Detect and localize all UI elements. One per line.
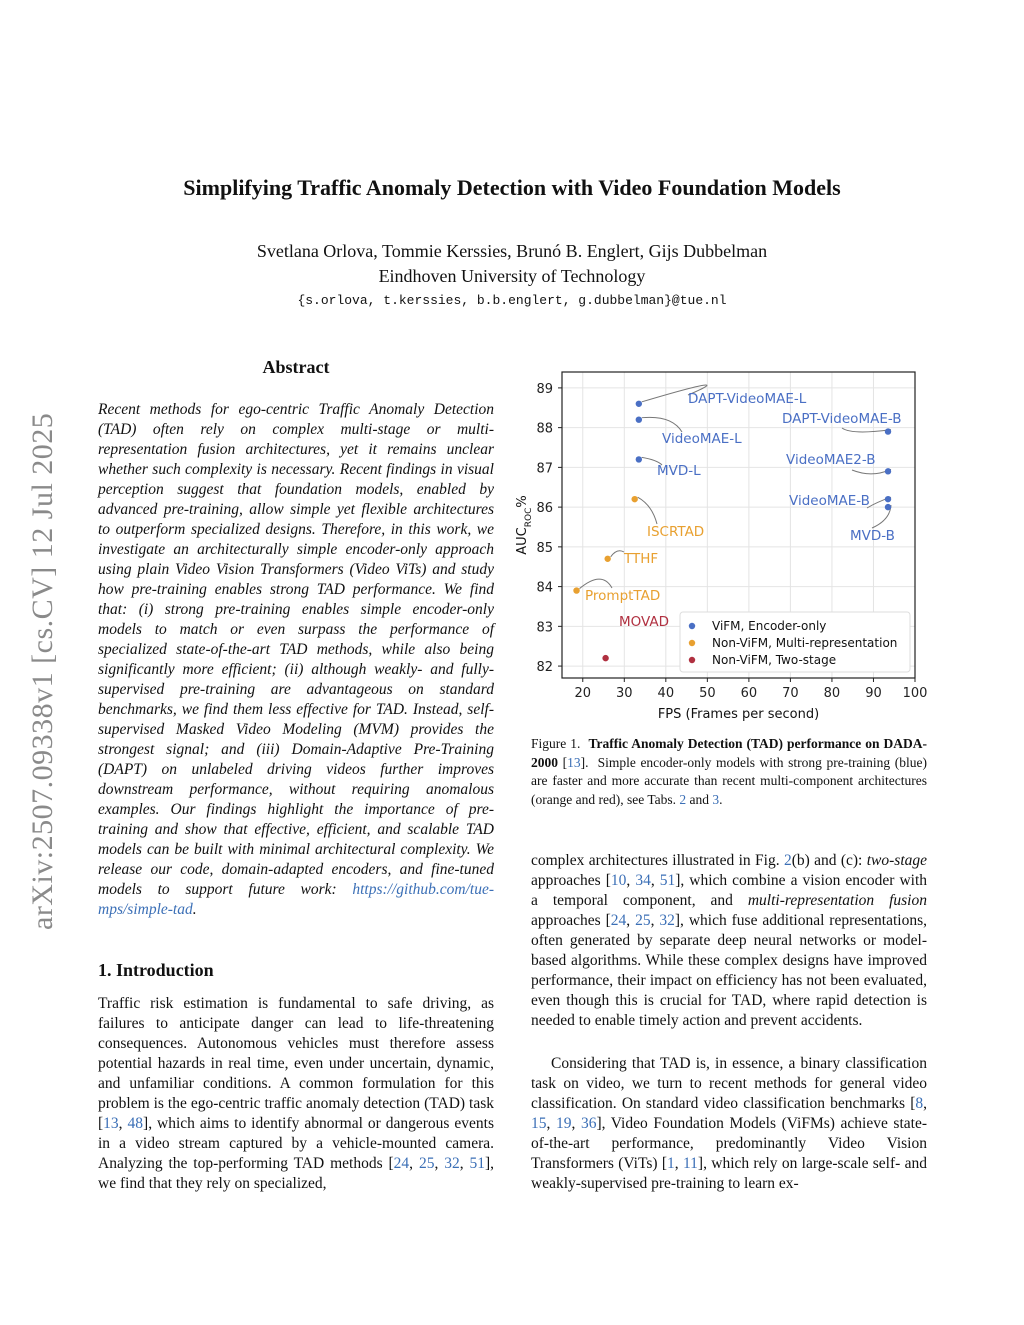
annotation-arrow [842, 428, 891, 432]
x-tick-label: 90 [865, 686, 882, 701]
arxiv-stamp: arXiv:2507.09338v1 [cs.CV] 12 Jul 2025 [26, 412, 59, 930]
citation[interactable]: 24 [393, 1155, 410, 1172]
x-tick-label: 80 [823, 686, 841, 701]
y-tick-label: 82 [536, 660, 553, 676]
y-tick-label: 86 [536, 501, 553, 517]
abstract-end: . [192, 901, 197, 918]
x-tick-label: 20 [574, 686, 592, 701]
citation[interactable]: 48 [127, 1115, 144, 1132]
citation[interactable]: 25 [635, 912, 651, 929]
x-axis-label: FPS (Frames per second) [657, 707, 820, 722]
y-tick-label: 85 [536, 540, 553, 556]
citation[interactable]: 10 [610, 872, 627, 889]
citation[interactable]: 19 [555, 1115, 572, 1132]
y-tick-label: 87 [536, 461, 553, 477]
data-point [631, 496, 637, 502]
point-label: MVD-B [850, 528, 895, 544]
point-label: MVD-L [657, 463, 701, 479]
figure-ref[interactable]: 2 [783, 852, 792, 869]
annotation-arrow [638, 497, 657, 524]
data-point [885, 496, 891, 502]
citation[interactable]: 13 [567, 754, 581, 770]
figure-1-chart [512, 360, 932, 722]
x-tick-label: 100 [902, 686, 928, 701]
legend-entry: ViFM, Encoder-only [712, 619, 827, 633]
data-point [573, 587, 579, 593]
point-label: VideoMAE2-B [786, 452, 876, 468]
citation[interactable]: 24 [610, 912, 627, 929]
point-label: DAPT-VideoMAE-B [782, 411, 902, 427]
data-point [885, 504, 891, 510]
y-tick-label: 89 [536, 381, 553, 397]
citation[interactable]: 15 [531, 1115, 547, 1132]
point-label: PromptTAD [585, 588, 661, 604]
code-link[interactable]: https://github.com/tue-mps/simple-tad [98, 881, 495, 918]
citation[interactable]: 51 [659, 872, 676, 889]
legend-marker [689, 640, 695, 646]
data-point [602, 655, 608, 661]
abstract-text [98, 400, 494, 920]
data-point [604, 556, 610, 562]
legend-entry: Non-ViFM, Multi-representation [712, 636, 898, 650]
citation[interactable]: 51 [469, 1155, 485, 1172]
abstract-body-text: Recent methods for ego-centric Traffic Anomaly Detection (TAD) often rely on complex multi-stage or multi-representation fusion architectures, yet it remains unclear whether such complexity is necessary. Recent findings in visual perception suggest that foundation models, enabled by advanced pre-training, allow simple yet flexible architectures to outperform specialized designs. Therefore, in this work, we investigate an architecturally simple encoder-only approach using plain Video Vision Transformers (Video ViTs) and study how pre-training enables strong TAD performance. We find that: (i) strong pre-training enables simple encoder-only models to match or even surpass the performance of specialized state-of-the-art TAD methods, while also being significantly more efficient; (ii) although weakly- and fully-supervised pre-training are advantageous on standard benchmarks, we find them less effective for TAD. Instead, self-supervised Masked Video Modeling (MVM) provides the strongest signal; and (iii) Domain-Adaptive Pre-Training (DAPT) on unlabeled driving videos further improves downstream performance, without requiring anomalous examples. Our findings highlight the importance of pre-training and show that effective, efficient, and scalable TAD models can be built with minimal architectural complexity. We release our code, domain-adapted encoders, and fine-tuned models to support future work: [98, 401, 494, 898]
x-tick-label: 30 [616, 686, 633, 701]
legend-entry: Non-ViFM, Two-stage [712, 653, 837, 667]
annotation-arrow [642, 417, 682, 432]
point-label: DAPT-VideoMAE-L [688, 391, 807, 407]
data-point [636, 416, 642, 422]
x-tick-label: 60 [740, 686, 758, 701]
citation[interactable]: 36 [580, 1115, 597, 1132]
email-list: {s.orlova, t.kerssies, b.b.englert, g.dubbelman}@tue.nl [297, 293, 727, 308]
y-tick-label: 88 [536, 421, 553, 437]
annotation-arrow [611, 551, 624, 557]
x-tick-label: 70 [782, 686, 799, 701]
data-point [885, 428, 891, 434]
citation[interactable]: 32 [659, 912, 675, 929]
x-tick-label: 40 [657, 686, 675, 701]
author-list: Svetlana Orlova, Tommie Kerssies, Brunó B. Englert, Gijs Dubbelman [256, 241, 768, 261]
data-point [885, 468, 891, 474]
intro-paragraph-1: Traffic risk estimation is fundamental to safe driving, as failures to anticipate danger can lead to life-threatening consequences. Autonomous vehicles must therefore assess potential hazards in real time, even under uncertain, dynamic, and unfamiliar conditions. A common formulation for this problem is the ego-centric traffic anomaly detection (TAD) task [13, 48], which aims to identify abnormal or dangerous events in a video stream captured by a vehicle-mounted camera. Analyzing the top-performing TAD methods [24, 25, 32, 51], we find that they rely on specialized, [98, 995, 495, 1192]
table-ref[interactable]: 3 [712, 791, 720, 807]
legend-marker [689, 657, 695, 663]
intro-heading: 1. Introduction [98, 960, 214, 980]
point-label: TTHF [624, 551, 659, 567]
point-label: MOVAD [619, 614, 670, 630]
paper-title: Simplifying Traffic Anomaly Detection with Video Foundation Models [183, 175, 841, 200]
y-tick-label: 84 [536, 580, 553, 596]
y-tick-label: 83 [536, 620, 553, 636]
intro-paragraph-3: Considering that TAD is, in essence, a binary classification task on video, we turn to recent methods for general video classification. On standard video classification benchmarks [8, 15, 19, 36], Video Foundation Models (ViFMs) achieve state-of-the-art performance, predominantly Video Vision Transformers (ViTs) [1, 11], which rely on large-scale self- and weakly-supervised pre-training to learn ex- [531, 1055, 928, 1192]
x-tick-label: 50 [699, 686, 716, 701]
citation[interactable]: 11 [682, 1155, 698, 1172]
y-axis-label: $AUC_{ROC}\%$ [515, 495, 534, 555]
legend-marker [689, 623, 695, 629]
citation[interactable]: 32 [444, 1155, 460, 1172]
figure-1-caption: Figure 1. Traffic Anomaly Detection (TAD) performance on DADA-2000 [13]. Simple encoder-only models with strong pre-training (blue) are faster and more accurate than recent multi-component architectures (orange and red), see Tabs. 2 and 3. [531, 736, 928, 807]
affiliation: Eindhoven University of Technology [378, 266, 646, 286]
citation[interactable]: 34 [635, 872, 651, 889]
citation[interactable]: 13 [103, 1115, 119, 1132]
intro-paragraph-2: complex architectures illustrated in Fig. 2(b) and (c): two-stage approaches [10, 34, 51], which combine a vision encoder with a temporal component, and multi-representation fusion approaches [24, 25, 32], which fuse additional representations, often generated by separate deep neural networks or model-based algorithms. While these complex designs have improved performance, their impact on efficiency has not been evaluated, even though this is crucial for TAD, where rapid detection is needed to enable timely action and prevent accidents. [531, 852, 928, 1029]
data-point [636, 456, 642, 462]
point-label: VideoMAE-B [789, 493, 870, 509]
citation[interactable]: 1 [667, 1155, 675, 1172]
point-label: ISCRTAD [647, 524, 705, 540]
citation[interactable]: 25 [418, 1155, 435, 1172]
data-point [636, 401, 642, 407]
table-ref[interactable]: 2 [679, 791, 687, 807]
point-label: VideoMAE-L [662, 431, 742, 447]
citation[interactable]: 8 [915, 1095, 924, 1112]
abstract-heading: Abstract [262, 357, 330, 377]
